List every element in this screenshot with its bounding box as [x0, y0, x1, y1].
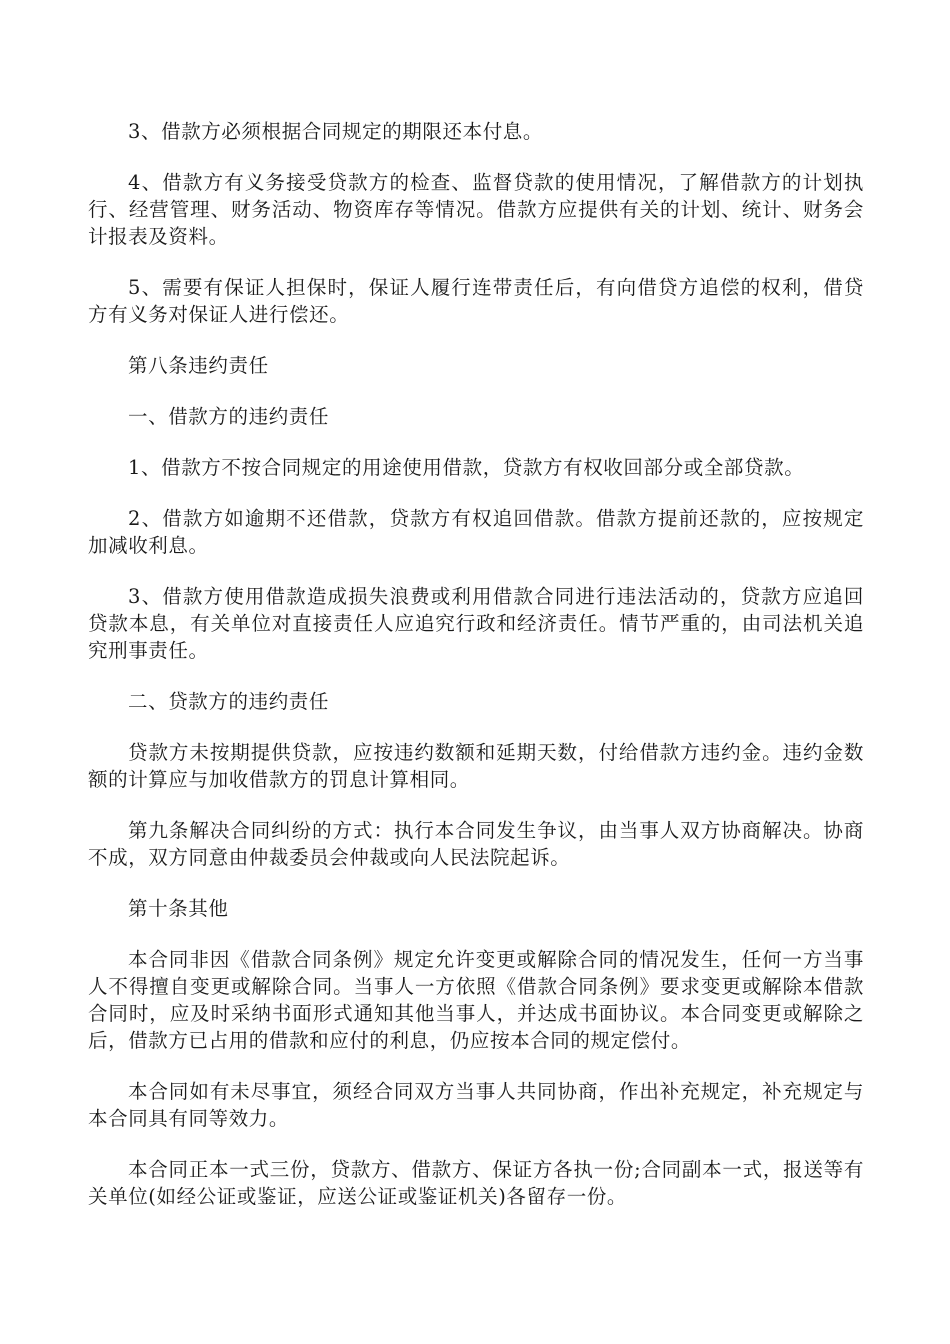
- clause-5-guarantor: 5、需要有保证人担保时，保证人履行连带责任后，有向借贷方追偿的权利，借贷方有义务对保证人进行偿还。: [88, 276, 864, 326]
- article-10-supplement: 本合同如有未尽事宜，须经合同双方当事人共同协商，作出补充规定，补充规定与本合同具有同等效力。: [88, 1080, 864, 1130]
- article-9-dispute-resolution: 第九条解决合同纠纷的方式：执行本合同发生争议，由当事人双方协商解决。协商不成，双方同意由仲裁委员会仲裁或向人民法院起诉。: [88, 819, 864, 869]
- borrower-liability-3: 3、借款方使用借款造成损失浪费或利用借款合同进行违法活动的，贷款方应追回贷款本息，有关单位对直接责任人应追究行政和经济责任。情节严重的，由司法机关追究刑事责任。: [88, 585, 864, 662]
- clause-3-repayment: 3、借款方必须根据合同规定的期限还本付息。: [128, 120, 544, 143]
- article-10-heading: 第十条其他: [128, 897, 229, 920]
- borrower-liability-2: 2、借款方如逾期不还借款，贷款方有权追回借款。借款方提前还款的，应按规定加减收利息。: [88, 507, 864, 557]
- article-10-copies: 本合同正本一式三份，贷款方、借款方、保证方各执一份;合同副本一式，报送等有关单位(如经公证或鉴证，应送公证或鉴证机关)各留存一份。: [88, 1158, 864, 1208]
- section-borrower-liability-heading: 一、借款方的违约责任: [128, 405, 330, 428]
- article-8-heading: 第八条违约责任: [128, 354, 269, 377]
- article-10-modification: 本合同非因《借款合同条例》规定允许变更或解除合同的情况发生，任何一方当事人不得擅自变更或解除合同。当事人一方依照《借款合同条例》要求变更或解除本借款合同时，应及时采纳书面形式通知其他当事人，并达成书面协议。本合同变更或解除之后，借款方已占用的借款和应付的利息，仍应按本合同的规定偿付。: [88, 948, 864, 1052]
- lender-liability-text: 贷款方未按期提供贷款，应按违约数额和延期天数，付给借款方违约金。违约金数额的计算应与加收借款方的罚息计算相同。: [88, 741, 864, 791]
- borrower-liability-1: 1、借款方不按合同规定的用途使用借款，贷款方有权收回部分或全部贷款。: [128, 456, 805, 479]
- clause-4-inspection: 4、借款方有义务接受贷款方的检查、监督贷款的使用情况，了解借款方的计划执行、经营管理、财务活动、物资库存等情况。借款方应提供有关的计划、统计、财务会计报表及资料。: [88, 171, 864, 248]
- document-page: [88, 118, 864, 1234]
- section-lender-liability-heading: 二、贷款方的违约责任: [128, 690, 330, 713]
